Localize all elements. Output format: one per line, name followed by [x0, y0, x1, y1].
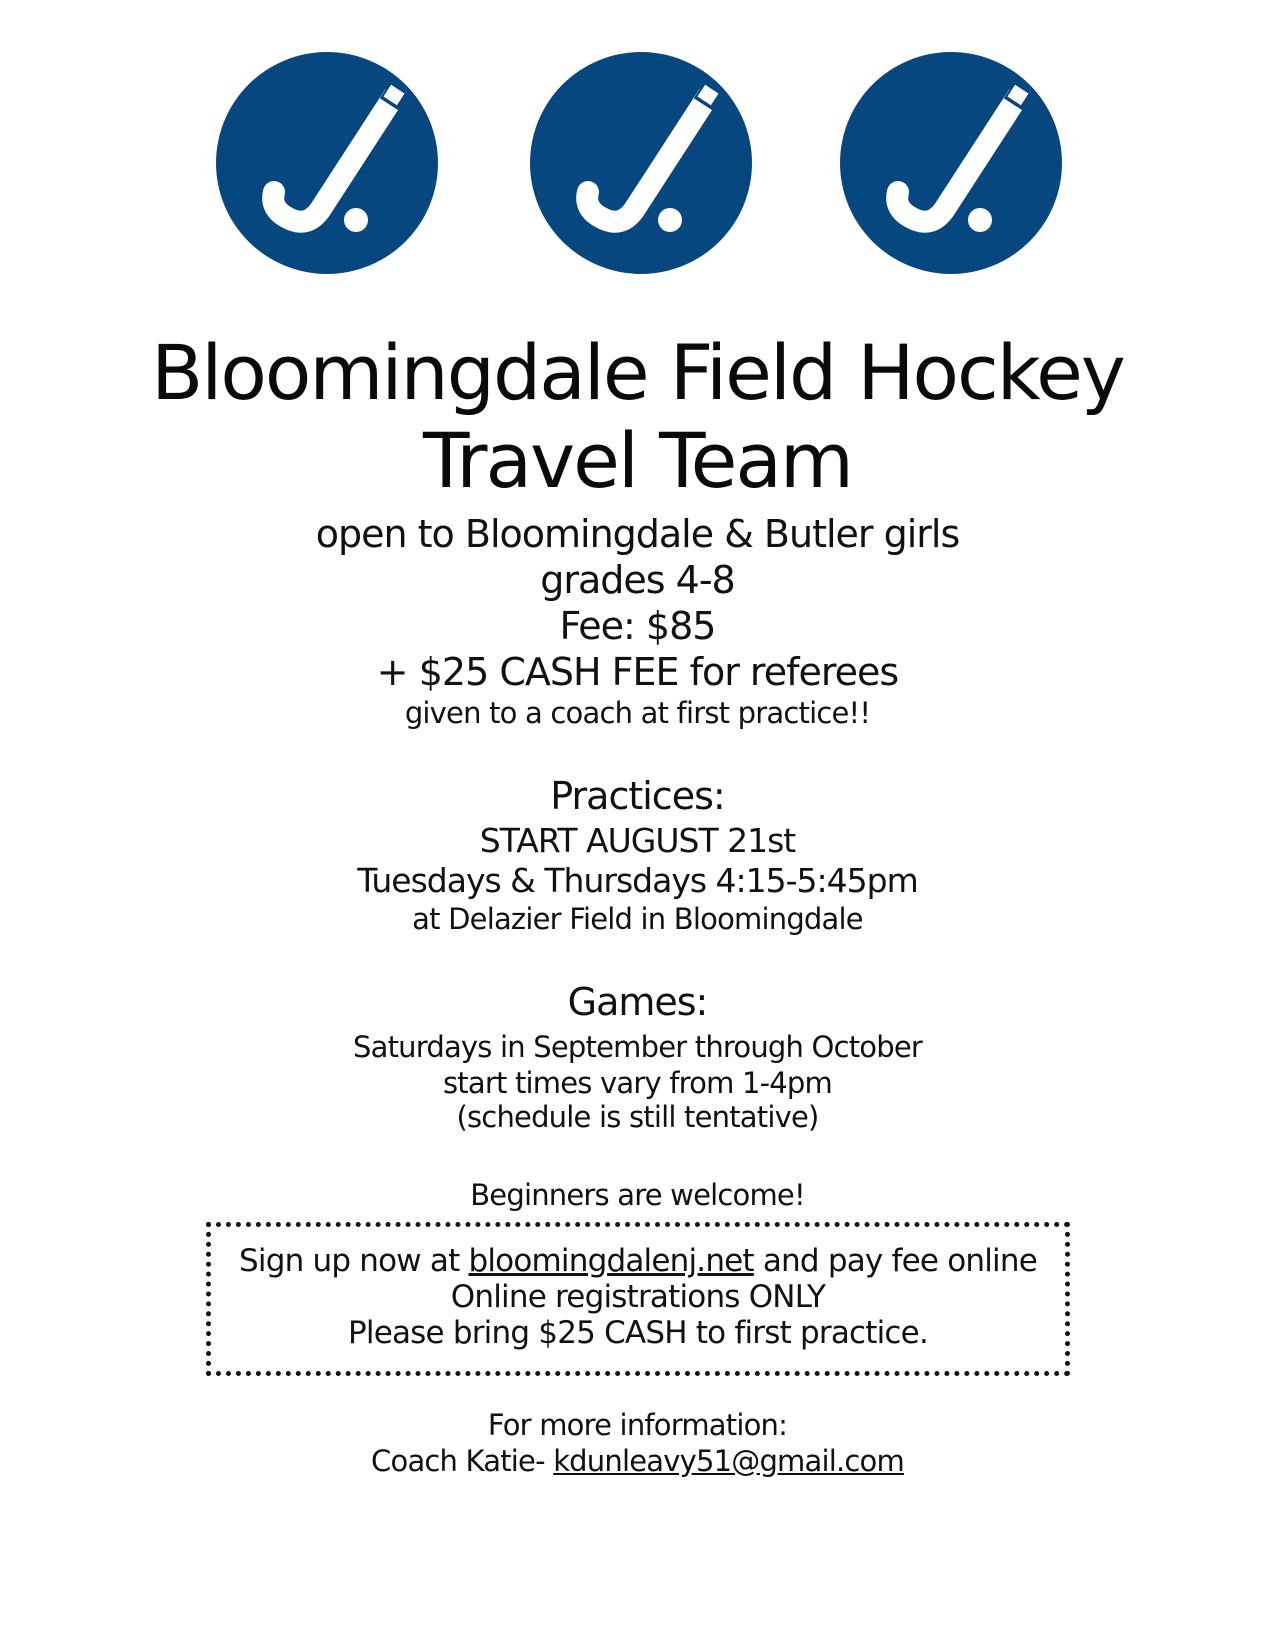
- signup-prefix: Sign up now at: [239, 1243, 469, 1279]
- contact-email-link[interactable]: kdunleavy51@gmail.com: [553, 1444, 904, 1478]
- grades-text: grades 4-8: [540, 558, 735, 602]
- practices-heading: Practices:: [550, 774, 725, 818]
- signup-suffix: and pay fee online: [753, 1243, 1037, 1279]
- games-times: start times vary from 1-4pm: [443, 1066, 832, 1100]
- signup-box: [206, 1222, 1070, 1376]
- field-hockey-stick-icon: [840, 52, 1062, 274]
- contact-line: [0, 1444, 1275, 1478]
- practices-location: at Delazier Field in Bloomingdale: [412, 902, 863, 936]
- cash-fee-text: + $25 CASH FEE for referees: [376, 650, 899, 694]
- contact-prefix: Coach Katie-: [371, 1444, 554, 1478]
- games-schedule: Saturdays in September through October: [353, 1030, 922, 1064]
- signup-line: [211, 1243, 1065, 1279]
- welcome-text: Beginners are welcome!: [470, 1178, 805, 1212]
- cash-reminder-text: Please bring $25 CASH to first practice.: [348, 1315, 928, 1351]
- cash-fee-note: given to a coach at first practice!!: [404, 696, 871, 730]
- signup-link[interactable]: bloomingdalenj.net: [468, 1243, 754, 1279]
- icon-row: [0, 52, 1275, 274]
- eligibility-text: open to Bloomingdale & Butler girls: [315, 512, 960, 556]
- online-only-text: Online registrations ONLY: [450, 1279, 826, 1315]
- field-hockey-stick-icon: [530, 52, 752, 274]
- games-heading: Games:: [567, 980, 708, 1024]
- page-title-line-2: Travel Team: [423, 416, 852, 505]
- page-title-line-1: Bloomingdale Field Hockey: [151, 328, 1124, 417]
- contact-heading: For more information:: [487, 1408, 788, 1442]
- field-hockey-stick-icon: [216, 52, 438, 274]
- fee-text: Fee: $85: [559, 604, 716, 648]
- practices-start: START AUGUST 21st: [479, 821, 796, 860]
- games-note: (schedule is still tentative): [456, 1100, 819, 1134]
- practices-schedule: Tuesdays & Thursdays 4:15-5:45pm: [357, 861, 918, 900]
